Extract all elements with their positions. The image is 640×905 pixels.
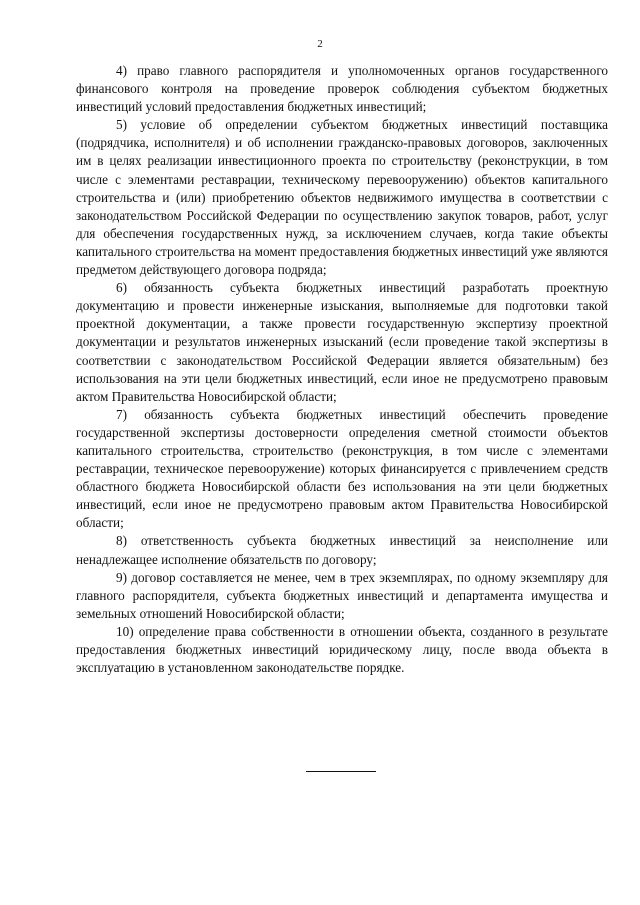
paragraph-item-9: 9) договор составляется не менее, чем в трех экземплярах, по одному экземпляру для главного распорядителя, субъекта бюджетных инвестиций и департамента имущества и земельных отношений Новосибирской области; (76, 569, 608, 621)
paragraph-item-5: 5) условие об определении субъектом бюджетных инвестиций поставщика (подрядчика, исполнителя) и об исполнении гражданско-правовых договоров, заключенных им в целях реализации инвестиционного проекта по строительству (реконструкции, в том числе с элементами реставрации, техническому перевооружению) объектов капитального строительства и (или) приобретению объектов недвижимого имущества в соответствии с законодательством Российской Федерации по осуществлению закупок товаров, работ, услуг для обеспечения государственных нужд, за исключением случаев, когда такие объекты капитального строительства на момент предоставления бюджетных инвестиций уже являются предметом действующего договора подряда; (76, 117, 608, 278)
end-of-document-rule (306, 771, 376, 772)
paragraph-item-8: 8) ответственность субъекта бюджетных инвестиций за неисполнение или ненадлежащее исполнение обязательств по договору; (76, 533, 608, 567)
document-body (76, 62, 608, 677)
paragraph-item-4: 4) право главного распорядителя и уполномоченных органов государственного финансового контроля на проведение проверок соблюдения субъектом бюджетных инвестиций условий предоставления бюджетных инвестиций; (76, 63, 608, 115)
paragraph-item-7: 7) обязанность субъекта бюджетных инвестиций обеспечить проведение государственной экспертизы достоверности определения сметной стоимости объектов капитального строительства, строительство (реконструкция, в том числе с элементами реставрации, техническое перевооружение) которых финансируется с привлечением средств областного бюджета Новосибирской области без использования на эти цели бюджетных инвестиций, если иное не предусмотрено правовым актом Правительства Новосибирской области; (76, 406, 608, 531)
paragraph-item-6: 6) обязанность субъекта бюджетных инвестиций разработать проектную документацию и провести инженерные изыскания, выполняемые для подготовки такой проектной документации, а также провести государственную экспертизу проектной документации и результатов инженерных изысканий (если проведение такой экспертизы в соответствии с законодательством Российской Федерации является обязательным) без использования на эти цели бюджетных инвестиций, если иное не предусмотрено правовым актом Правительства Новосибирской области; (76, 280, 608, 404)
page-number: 2 (317, 38, 323, 50)
paragraph-item-10: 10) определение права собственности в отношении объекта, созданного в результате предоставления бюджетных инвестиций юридическому лицу, после ввода объекта в эксплуатацию в установленном законодательстве порядке. (76, 623, 608, 676)
